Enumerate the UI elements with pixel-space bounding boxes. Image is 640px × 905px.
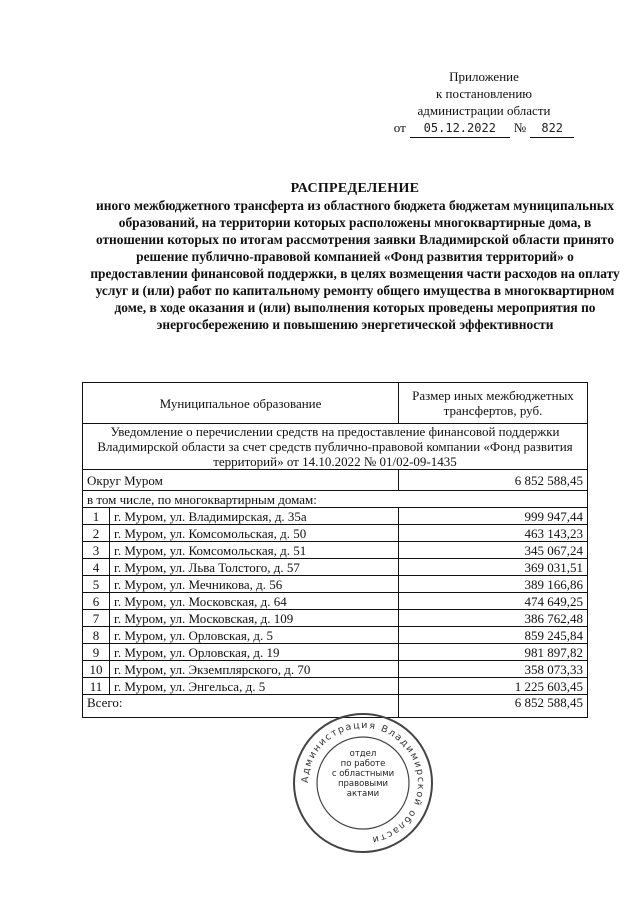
seal-line-2: по работе — [340, 759, 386, 769]
table-row — [83, 610, 588, 627]
row-number: 7 — [83, 610, 110, 627]
amount-header: Размер иных межбюджетных трансфертов, руб. — [399, 383, 588, 424]
resolution-number: 822 — [530, 120, 574, 138]
table-row — [83, 559, 588, 576]
row-number: 4 — [83, 559, 110, 576]
total-label: Всего: — [83, 695, 399, 718]
total-value: 6 852 588,45 — [399, 695, 588, 718]
row-number: 5 — [83, 576, 110, 593]
seal-line-3: с областными — [331, 769, 395, 779]
table-row — [83, 661, 588, 678]
row-value: 386 762,48 — [399, 610, 588, 627]
notice-text: Уведомление о перечислении средств на предоставление финансовой поддержки Владимирской области за счет средств публично-правовой компании «Фонд развития территорий» от 14.10.2022 № 01/02-09-1435 — [83, 424, 588, 470]
row-value: 345 067,24 — [399, 542, 588, 559]
row-number: 9 — [83, 644, 110, 661]
row-address: г. Муром, ул. Московская, д. 64 — [110, 593, 399, 610]
row-address: г. Муром, ул. Энгельса, д. 5 — [110, 678, 399, 695]
number-label: № — [513, 120, 527, 135]
row-number: 2 — [83, 525, 110, 542]
district-value: 6 852 588,45 — [399, 470, 588, 491]
document-subtitle: иного межбюджетного трансферта из областного бюджета бюджетам муниципальных образований, на территории которых расположены многоквартирные дома, в отношении которых по итогам рассмотрения заявки Владимирской области принято решение публично-правовой компанией «Фонд развития территорий» о предоставлении финансовой поддержки, в целях возмещения части расходов на оплату услуг и (или) работ по капитальному ремонту общего имущества в многоквартирном доме, в ходе оказания и (или) выполнения которых проведены мероприятия по энергосбережению и повышению энергетической эффективности — [90, 198, 620, 332]
resolution-date: 05.12.2022 — [410, 120, 510, 138]
seal-ring-text: Администрация Владимирской области — [299, 719, 427, 846]
row-number: 10 — [83, 661, 110, 678]
row-value: 981 897,82 — [399, 644, 588, 661]
municipality-header: Муниципальное образование — [83, 383, 399, 424]
subheader-row — [83, 491, 588, 508]
row-address: г. Муром, ул. Экземплярского, д. 70 — [110, 661, 399, 678]
from-label: от — [393, 120, 406, 135]
table-row — [83, 644, 588, 661]
document-title: РАСПРЕДЕЛЕНИЕ — [290, 181, 420, 196]
row-value: 463 143,23 — [399, 525, 588, 542]
seal-line-1: отдел — [349, 749, 377, 759]
row-value: 999 947,44 — [399, 508, 588, 525]
appendix-date-line — [384, 119, 584, 138]
appendix-block — [384, 68, 584, 138]
row-address: г. Муром, ул. Московская, д. 109 — [110, 610, 399, 627]
row-number: 6 — [83, 593, 110, 610]
seal-center — [323, 749, 403, 799]
district-row — [83, 470, 588, 491]
appendix-line-1: Приложение — [449, 69, 519, 84]
distribution-table — [82, 382, 588, 718]
row-address: г. Муром, ул. Мечникова, д. 56 — [110, 576, 399, 593]
seal-line-5: актами — [346, 789, 380, 799]
table-row — [83, 508, 588, 525]
row-address: г. Муром, ул. Льва Толстого, д. 57 — [110, 559, 399, 576]
table-row — [83, 678, 588, 695]
table-row — [83, 576, 588, 593]
row-address: г. Муром, ул. Комсомольская, д. 51 — [110, 542, 399, 559]
row-value: 1 225 603,45 — [399, 678, 588, 695]
seal-line-4: правовыми — [337, 779, 389, 789]
subheader-text: в том числе, по многоквартирным домам: — [83, 491, 588, 508]
row-value: 369 031,51 — [399, 559, 588, 576]
table-row — [83, 627, 588, 644]
row-value: 358 073,33 — [399, 661, 588, 678]
row-number: 1 — [83, 508, 110, 525]
row-value: 859 245,84 — [399, 627, 588, 644]
row-number: 8 — [83, 627, 110, 644]
row-address: г. Муром, ул. Орловская, д. 19 — [110, 644, 399, 661]
row-value: 474 649,25 — [399, 593, 588, 610]
notice-row — [83, 424, 588, 470]
row-value: 389 166,86 — [399, 576, 588, 593]
row-number: 3 — [83, 542, 110, 559]
row-address: г. Муром, ул. Владимирская, д. 35а — [110, 508, 399, 525]
row-address: г. Муром, ул. Орловская, д. 5 — [110, 627, 399, 644]
document-heading — [90, 180, 620, 333]
table-row — [83, 593, 588, 610]
district-name: Округ Муром — [83, 470, 399, 491]
table-row — [83, 525, 588, 542]
appendix-line-3: администрации области — [417, 103, 551, 118]
row-address: г. Муром, ул. Комсомольская, д. 50 — [110, 525, 399, 542]
appendix-line-2: к постановлению — [435, 86, 533, 101]
table-row — [83, 542, 588, 559]
header-row — [83, 383, 588, 424]
row-number: 11 — [83, 678, 110, 695]
official-seal — [293, 713, 433, 853]
